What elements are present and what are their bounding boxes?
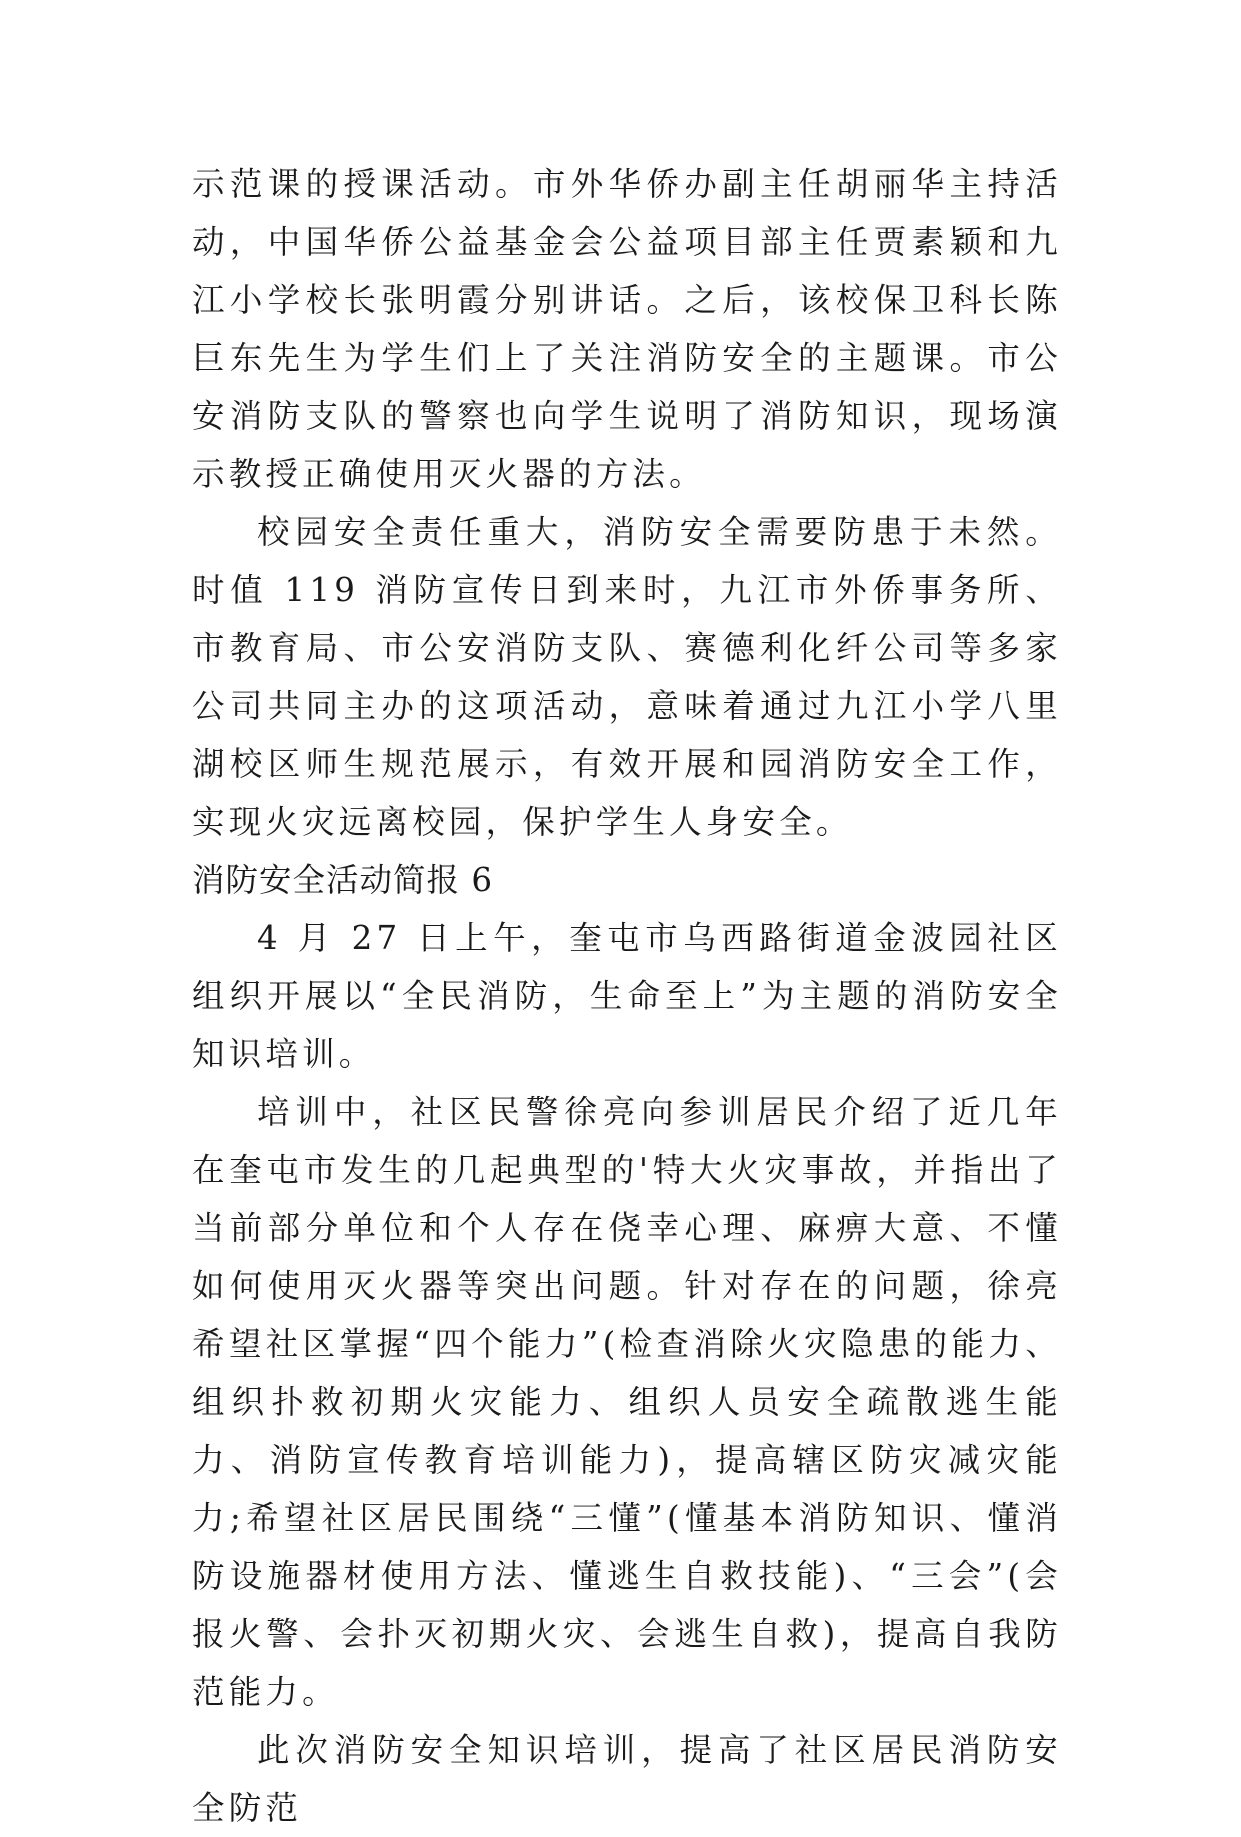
paragraph-5: 此次消防安全知识培训，提高了社区居民消防安全防范 bbox=[192, 1731, 1062, 1827]
document-body bbox=[192, 155, 1062, 1837]
section-title: 消防安全活动简报 6 bbox=[192, 861, 494, 899]
paragraph-1: 示范课的授课活动。市外华侨办副主任胡丽华主持活动，中国华侨公益基金会公益项目部主任贾素颖和九江小学校长张明霞分别讲话。之后，该校保卫科长陈巨东先生为学生们上了关注消防安全的主题课。市公安消防支队的警察也向学生说明了消防知识，现场演示教授正确使用灭火器的方法。 bbox=[192, 165, 1062, 493]
paragraph-2: 校园安全责任重大，消防安全需要防患于未然。时值 119 消防宣传日到来时，九江市外侨事务所、市教育局、市公安消防支队、赛德利化纤公司等多家公司共同主办的这项活动，意味着通过九江小学八里湖校区师生规范展示，有效开展和园消防安全工作，实现火灾远离校园，保护学生人身安全。 bbox=[192, 513, 1062, 841]
paragraph-4: 培训中，社区民警徐亮向参训居民介绍了近几年在奎屯市发生的几起典型的'特大火灾事故，并指出了当前部分单位和个人存在侥幸心理、麻痹大意、不懂如何使用灭火器等突出问题。针对存在的问题，徐亮希望社区掌握“四个能力”(检查消除火灾隐患的能力、组织扑救初期火灾能力、组织人员安全疏散逃生能力、消防宣传教育培训能力)，提高辖区防灾减灾能力;希望社区居民围绕“三懂”(懂基本消防知识、懂消防设施器材使用方法、懂逃生自救技能)、“三会”(会报火警、会扑灭初期火灾、会逃生自救)，提高自我防范能力。 bbox=[192, 1093, 1062, 1711]
paragraph-3: 4 月 27 日上午，奎屯市乌西路街道金波园社区组织开展以“全民消防，生命至上”为主题的消防安全知识培训。 bbox=[192, 919, 1062, 1073]
